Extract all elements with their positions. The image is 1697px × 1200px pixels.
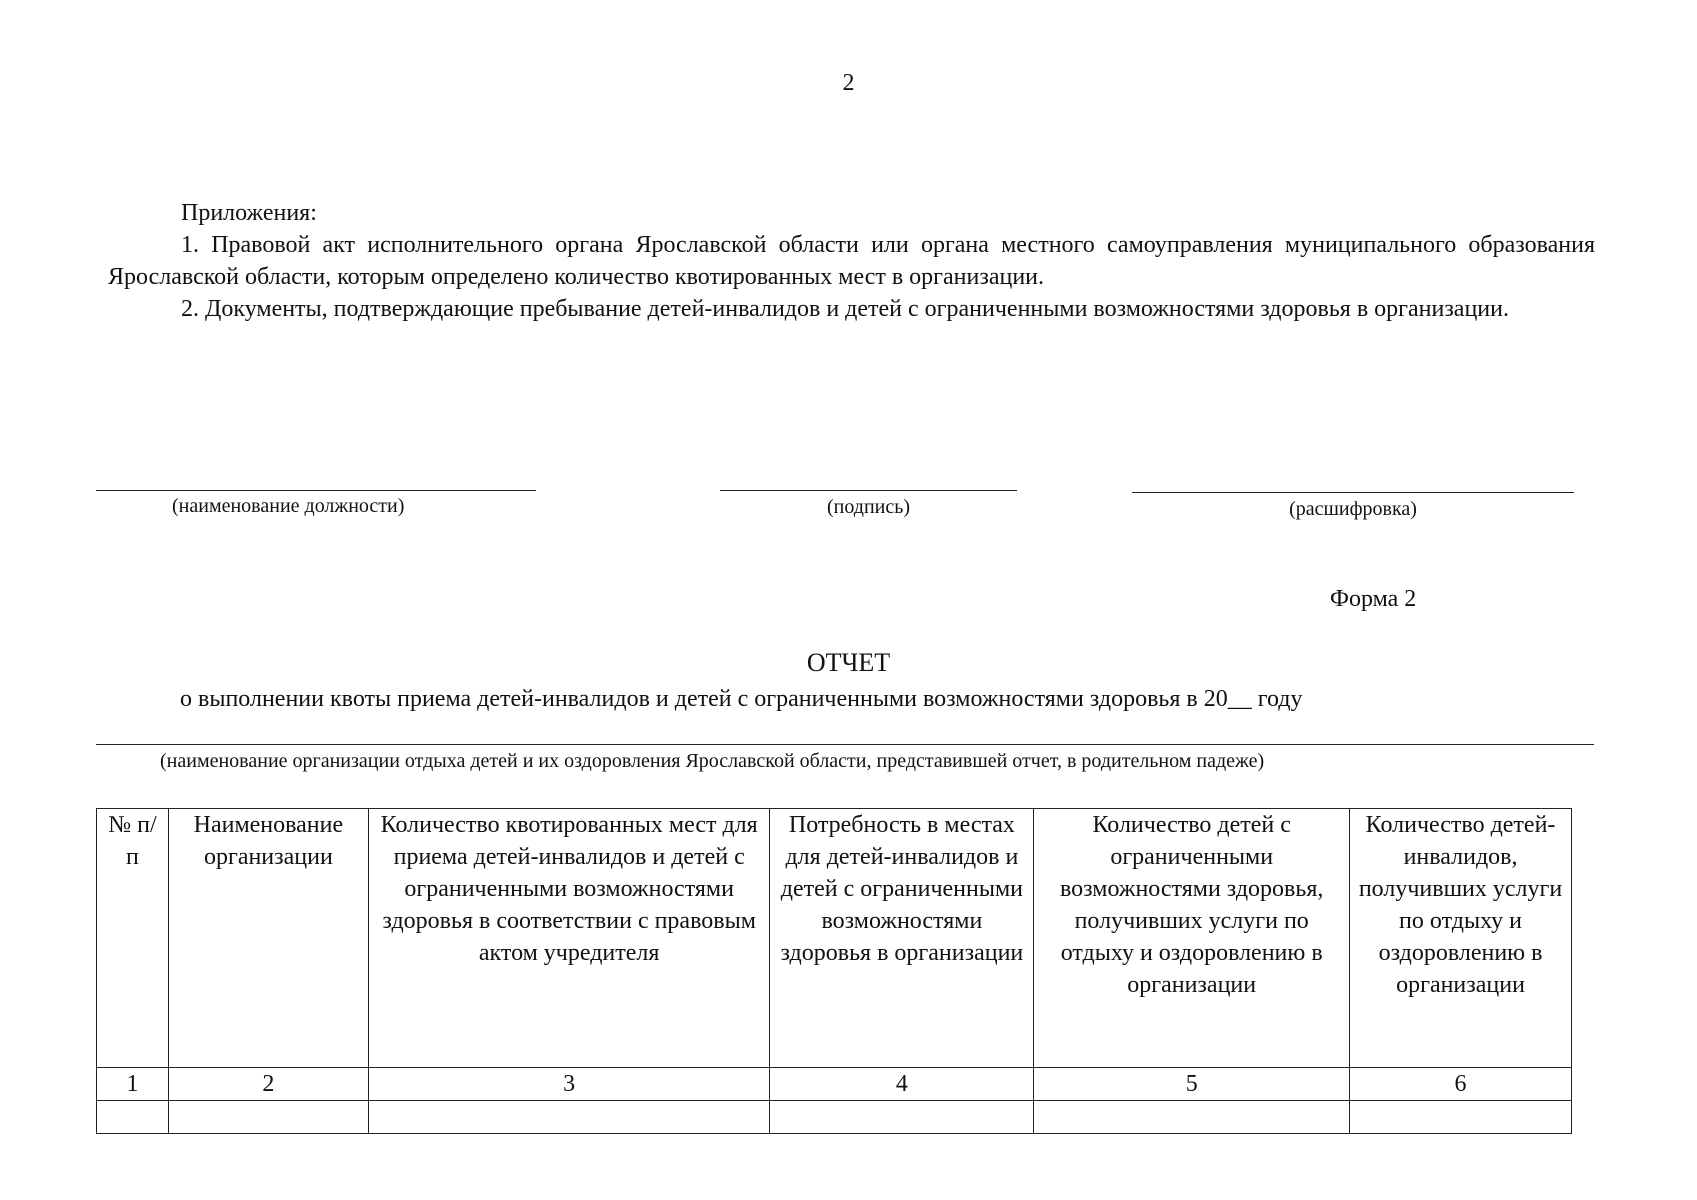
column-number-row: [97, 1068, 1572, 1101]
table-header-row: [97, 809, 1572, 1068]
report-title: ОТЧЕТ: [806, 648, 891, 677]
form-label: Форма 2: [1330, 586, 1417, 612]
empty-cell: [1350, 1101, 1572, 1134]
header-children-limited-health: Количество детей с ограниченными возможностями здоровья, получивших услуги по отдыху и оздоровлению в организации: [1034, 809, 1350, 1068]
position-signature-line: [96, 490, 536, 491]
empty-cell: [1034, 1101, 1350, 1134]
attachments-section: [108, 197, 1595, 325]
empty-cell: [97, 1101, 169, 1134]
header-organization-name: Наименование организации: [168, 809, 368, 1068]
table-row: [97, 1101, 1572, 1134]
column-number: 6: [1350, 1068, 1572, 1101]
position-caption: (наименование должности): [172, 495, 405, 517]
signature-line: [720, 490, 1017, 491]
header-places-need: Потребность в местах для детей-инвалидов и детей с ограниченными возможностями здоровья в организации: [770, 809, 1034, 1068]
signature-caption: (подпись): [826, 496, 911, 518]
column-number: 5: [1034, 1068, 1350, 1101]
empty-cell: [770, 1101, 1034, 1134]
empty-cell: [368, 1101, 770, 1134]
report-subtitle: о выполнении квоты приема детей-инвалидов и детей с ограниченными возможностями здоровья в 20__ году: [180, 686, 1303, 712]
organization-caption: (наименование организации отдыха детей и их оздоровления Ярославской области, представившей отчет, в родительном падеже): [160, 750, 1265, 772]
attachment-item-2: 2. Документы, подтверждающие пребывание детей-инвалидов и детей с ограниченными возможностями здоровья в организации.: [181, 296, 1509, 322]
report-table: [96, 808, 1572, 1134]
empty-cell: [168, 1101, 368, 1134]
column-number: 4: [770, 1068, 1034, 1101]
column-number: 3: [368, 1068, 770, 1101]
page-number: 2: [842, 70, 855, 96]
attachment-item-1: 1. Правовой акт исполнительного органа Ярославской области или органа местного самоуправления муниципального образования Ярославской области, которым определено количество квотированных мест в организации.: [108, 232, 1595, 290]
header-number: № п/п: [97, 809, 169, 1068]
attachments-heading: Приложения:: [181, 200, 317, 226]
column-number: 1: [97, 1068, 169, 1101]
header-disabled-children: Количество детей-инвалидов, получивших услуги по отдыху и оздоровлению в организации: [1350, 809, 1572, 1068]
header-quota-places: Количество квотированных мест для приема детей-инвалидов и детей с ограниченными возможностями здоровья в соответствии с правовым актом учредителя: [368, 809, 770, 1068]
decoding-caption: (расшифровка): [1289, 498, 1417, 520]
column-number: 2: [168, 1068, 368, 1101]
decoding-signature-line: [1132, 492, 1574, 493]
organization-name-line: [96, 744, 1594, 745]
